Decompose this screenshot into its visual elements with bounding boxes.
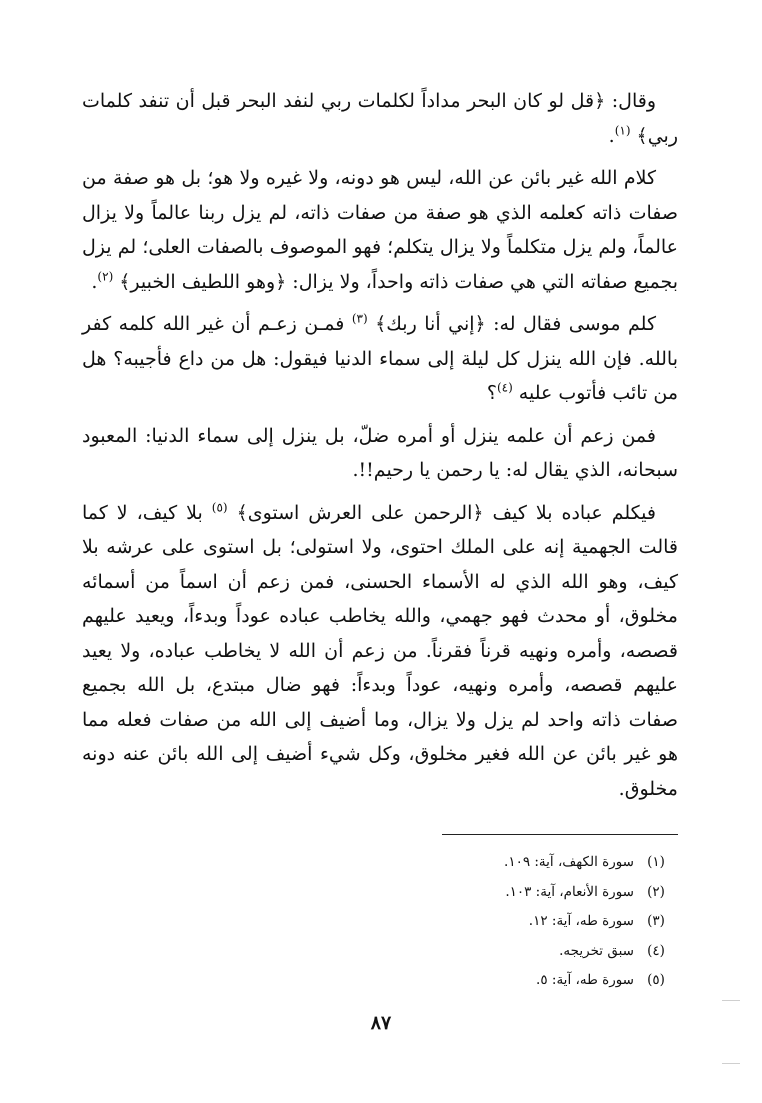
footnote-text: سورة الأنعام، آية: ١٠٣. [505, 883, 634, 900]
footnote-item [300, 878, 678, 908]
footnote-text: سبق تخريجه. [559, 942, 634, 959]
footnote-divider [442, 834, 678, 835]
paragraph-text: . [91, 270, 98, 293]
paragraph-text: ؟ [486, 382, 497, 404]
paragraph-text: فيكلم عباده بلا كيف ﴿الرحمن على العرش استوى﴾ [227, 501, 656, 524]
footnote-item [300, 848, 678, 878]
footnote-item [300, 937, 678, 967]
footnote-text: سورة طه، آية: ١٢. [528, 913, 634, 929]
footnote-number: (٥) [647, 972, 665, 988]
footnote-number: (٤) [647, 942, 665, 959]
edge-mark [722, 1000, 740, 1001]
footnote-ref: (٥) [211, 500, 228, 515]
paragraph [82, 161, 678, 299]
edge-mark [722, 1063, 740, 1064]
main-text [82, 84, 678, 814]
footnote-ref: (٣) [351, 311, 368, 326]
footnote-number: (١) [647, 854, 665, 870]
footnote-item [300, 907, 678, 937]
paragraph-text: كلام الله غير بائن عن الله، ليس هو دونه، ولا غيره ولا هو؛ بل هو صفة من صفات ذاته كعلمه الذي هو صفة من صفات ذاته، لم يزل ربنا عالماً ولا يزال عالماً، ولم يزل متكلماً ولا يزال يتكلم؛ فهو الموصوف بالصفات العلى؛ لم يزل بجميع صفاته التي هي صفات ذاته واحداً، ولا يزال: ﴿وهو اللطيف الخبير﴾ [82, 167, 678, 293]
footnote-ref: (١) [614, 123, 631, 138]
paragraph-text: كلم موسى فقال له: ﴿إني أنا ربك﴾ [367, 313, 656, 335]
footnote-item [300, 966, 678, 996]
paragraph-text: وقال: ﴿قل لو كان البحر مداداً لكلمات ربي لنفد البحر قبل أن تنفد كلمات ربي﴾ [82, 90, 678, 147]
paragraph-text: فمن زعم أن علمه ينزل أو أمره ضلّ، بل ينزل إلى سماء الدنيا: المعبود سبحانه، الذي يقال له: يا رحمن يا رحيم!!. [82, 424, 678, 481]
footnote-number: (٣) [647, 913, 665, 929]
footnote-text: سورة الكهف، آية: ١٠٩. [504, 854, 634, 870]
footnote-ref: (٤) [496, 380, 513, 395]
paragraph [82, 496, 678, 807]
footnotes-list [300, 848, 678, 996]
footnote-text: سورة طه، آية: ٥. [536, 972, 634, 988]
page-number: ٨٧ [370, 1012, 392, 1034]
paragraph-text: بلا كيف، لا كما قالت الجهمية إنه على الملك احتوى، ولا استولى؛ بل استوى على عرشه بلا كيف، وهو الله الذي له الأسماء الحسنى، فمن زعم أن اسماً من أسمائه مخلوق، أو محدث فهو جهمي، والله يخاطب عباده عوداً وبدءاً، ويعيد عليهم قصصه، وأمره ونهيه قرناً فقرناً. من زعم أن الله لا يخاطب عباده، ولا يعيد عليهم قصصه، وأمره ونهيه، عوداً وبدءاً: فهو ضال مبتدع، بل الله بجميع صفات ذاته واحد لم يزل ولا يزال، وما أضيف إلى الله من صفات فعله مما هو غير بائن عن الله فغير مخلوق، وكل شيء أضيف إلى الله بائن عنه دونه مخلوق. [82, 501, 678, 800]
paragraph [82, 307, 678, 411]
paragraph-text: فمـن زعـم أن غير الله كلمه كفر بالله. فإن الله ينزل كل ليلة إلى سماء الدنيا فيقول: هل من داع فأجيبه؟ هل من تائب فأتوب عليه [82, 313, 678, 404]
footnote-ref: (٢) [97, 269, 114, 284]
footnote-number: (٢) [647, 883, 665, 900]
paragraph [82, 419, 678, 488]
paragraph-text: . [608, 124, 615, 147]
paragraph [82, 84, 678, 153]
